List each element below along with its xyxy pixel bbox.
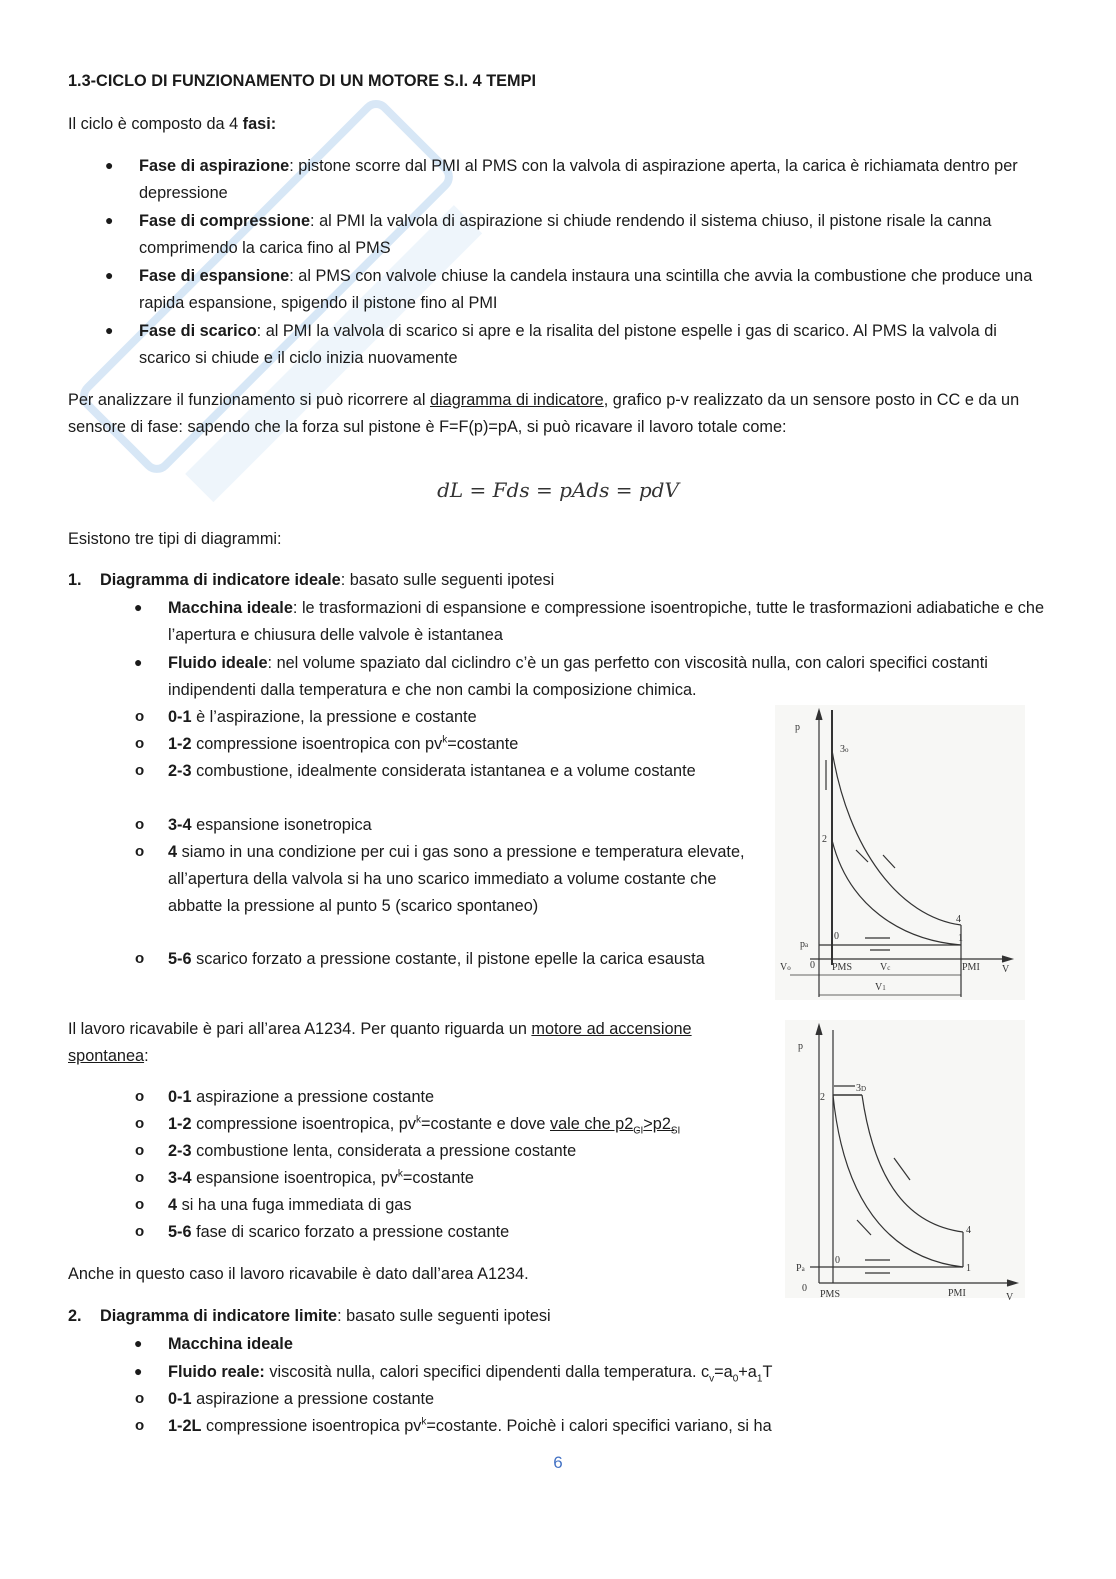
bullet-icon: ●	[134, 1335, 143, 1351]
circle-bullet-icon: o	[135, 1223, 145, 1240]
ci-closing: Anche in questo caso il lavoro ricavabile è dato dall’area A1234.	[68, 1265, 529, 1283]
ci-engine-link[interactable]: motore ad accensione spontanea	[68, 1020, 692, 1065]
d1-number: 1.	[68, 571, 82, 589]
circle-bullet-icon: o	[135, 735, 145, 752]
d2-title: Diagramma di indicatore limite: basato sulle seguenti ipotesi	[100, 1307, 551, 1325]
circle-bullet-icon: o	[135, 1088, 145, 1105]
axis-label-p: p	[795, 722, 800, 733]
label-pa: Pa	[796, 1263, 805, 1274]
intro-text: Il ciclo è composto da 4 fasi:	[68, 115, 277, 133]
point-2: 2	[822, 834, 827, 845]
work-formula: dL = Fds = pAds = pdV	[437, 478, 679, 502]
bullet-icon: ●	[134, 654, 143, 670]
types-intro: Esistono tre tipi di diagrammi:	[68, 530, 282, 548]
step-item: 4 si ha una fuga immediata di gas	[168, 1196, 412, 1214]
label-pmi: PMI	[948, 1288, 966, 1299]
hypothesis-item: Fluido ideale: nel volume spaziato dal ciclindro c’è un gas perfetto con viscosità nulla, con calori specifici costanti indipendenti dalla temperatura e che non cambi la composizione chimica.	[168, 654, 988, 699]
step-item: 4 siamo in una condizione per cui i gas sono a pressione e temperatura elevate, all’apertura della valvola si ha uno scarico immediato a volume costante che abbatte la pressione al punto 5 (scarico spontaneo)	[168, 843, 745, 915]
hypothesis-item: Macchina ideale	[168, 1335, 293, 1353]
bullet-icon: ●	[105, 212, 114, 228]
circle-bullet-icon: o	[135, 843, 145, 860]
circle-bullet-icon: o	[135, 816, 145, 833]
phase-item: Fase di compressione: al PMI la valvola di aspirazione si chiude rendendo il sistema chiuso, il pistone risale la canna comprimendo la carica fino al PMS	[139, 212, 992, 257]
point-4: 4	[956, 914, 961, 925]
ci-intro: Il lavoro ricavabile è pari all’area A1234. Per quanto riguarda un motore ad accensione spontanea:	[68, 1020, 692, 1065]
pv-diagram-ci	[770, 1015, 1030, 1300]
step-item: 3-4 espansione isoentropica, $pv^k=costante$	[168, 1168, 474, 1187]
hypothesis-item: Fluido reale: viscosità nulla, calori specifici dipendenti dalla temperatura. $c_v=a_0+a_1T$	[168, 1363, 773, 1385]
step-item: 0-1 è l’aspirazione, la pressione e costante	[168, 708, 477, 726]
origin-label: 0	[810, 960, 815, 971]
origin-label: 0	[802, 1283, 807, 1294]
step-item: 5-6 scarico forzato a pressione costante, il pistone epelle la carica esausta	[168, 950, 705, 968]
point-1: 1	[966, 1263, 971, 1274]
bullet-icon: ●	[105, 267, 114, 283]
circle-bullet-icon: o	[135, 1169, 145, 1186]
label-pms: PMS	[832, 962, 853, 973]
circle-bullet-icon: o	[135, 950, 145, 967]
point-2: 2	[820, 1092, 825, 1103]
circle-bullet-icon: o	[135, 1417, 145, 1434]
circle-bullet-icon: o	[135, 1196, 145, 1213]
step-item: 1-2 compressione isoentropica con $pv^k=costante$	[168, 734, 519, 753]
label-v0: Vo	[780, 962, 791, 973]
bullet-icon: ●	[105, 157, 114, 173]
step-item: 1-2L compressione isoentropica $pv^k=costante$. Poichè i calori specifici variano, si ha	[168, 1416, 772, 1435]
axis-label-p: p	[798, 1041, 803, 1052]
phase-item: Fase di scarico: al PMI la valvola di scarico si apre e la risalita del pistone espelle i gas di scarico. Al PMS la valvola di scarico si chiude e il ciclo inizia nuovamente	[139, 322, 997, 367]
diagram-link[interactable]: diagramma di indicatore	[429, 391, 604, 409]
circle-bullet-icon: o	[135, 708, 145, 725]
step-item: 2-3 combustione lenta, considerata a pressione costante	[168, 1142, 577, 1160]
label-pa: pa	[800, 939, 809, 950]
axis-label-v: V	[1002, 964, 1010, 975]
point-0: 0	[835, 1255, 840, 1266]
section-heading: 1.3-CICLO DI FUNZIONAMENTO DI UN MOTORE S.I. 4 TEMPI	[68, 72, 536, 90]
point-3: 3o	[840, 744, 849, 755]
pv-diagram-si	[770, 700, 1030, 1000]
axis-label-v: V	[1006, 1292, 1014, 1300]
step-item: 3-4 espansione isonetropica	[168, 816, 372, 834]
point-1: 1	[958, 933, 963, 944]
bullet-icon: ●	[105, 322, 114, 338]
step-item: 0-1 aspirazione a pressione costante	[168, 1088, 435, 1106]
step-item: 5-6 fase di scarico forzato a pressione costante	[168, 1223, 510, 1241]
bullet-icon: ●	[134, 1363, 143, 1379]
step-item: 1-2 compressione isoentropica, $pv^k=costante$ e dove vale che $p2_{CI}>p2_{SI}$	[168, 1114, 681, 1137]
page-number: 6	[553, 1453, 563, 1472]
point-0: 0	[834, 931, 839, 942]
phase-item: Fase di espansione: al PMS con valvole chiuse la candela instaura una scintilla che avvia la combustione che produce una rapida espansione, spigendo il pistone fino al PMI	[139, 267, 1033, 312]
step-item: 0-1 aspirazione a pressione costante	[168, 1390, 435, 1408]
d2-number: 2.	[68, 1307, 82, 1325]
step-item: 2-3 combustione, idealmente considerata istantanea e a volume costante	[168, 762, 696, 780]
circle-bullet-icon: o	[135, 1115, 145, 1132]
hypothesis-item: Macchina ideale: le trasformazioni di espansione e compressione isoentropiche, tutte le trasformazioni adiabatiche e che l’apertura e chiusura delle valvole è istantanea	[168, 599, 1045, 644]
phase-item: Fase di aspirazione: pistone scorre dal PMI al PMS con la valvola di aspirazione aperta, la carica è richiamata dentro per depressione	[139, 157, 1018, 202]
circle-bullet-icon: o	[135, 1142, 145, 1159]
bullet-icon: ●	[134, 599, 143, 615]
circle-bullet-icon: o	[135, 762, 145, 779]
point-4: 4	[966, 1225, 971, 1236]
circle-bullet-icon: o	[135, 1390, 145, 1407]
label-pmi: PMI	[962, 962, 980, 973]
point-3: 3D	[856, 1083, 867, 1094]
analysis-paragraph: Per analizzare il funzionamento si può ricorrere al diagramma di indicatore, grafico p-v realizzato da un sensore posto in CC e da un sensore di fase: sapendo che la forza sul pistone è F=F(p)=pA, si può ricavare il lavoro totale come:	[68, 391, 1020, 436]
label-pms: PMS	[820, 1289, 841, 1300]
label-v1: V1	[875, 982, 886, 993]
label-vc: Vc	[880, 962, 891, 973]
d1-title: Diagramma di indicatore ideale: basato sulle seguenti ipotesi	[100, 571, 555, 589]
